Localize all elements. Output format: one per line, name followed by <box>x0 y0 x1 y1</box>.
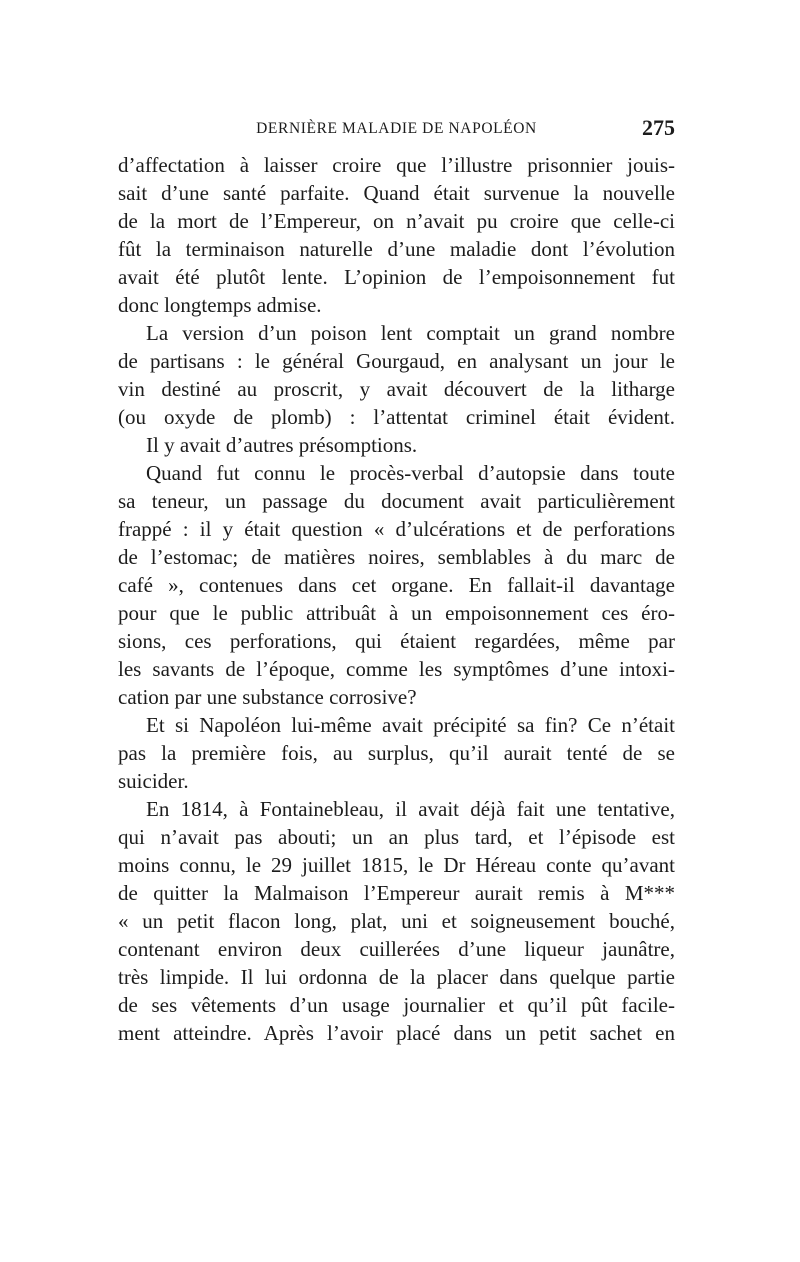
text-line: frappé : il y était question « d’ulcérations et de perforations <box>118 517 675 541</box>
text-line: sions, ces perforations, qui étaient regardées, même par <box>118 629 675 653</box>
text-line: vin destiné au proscrit, y avait découvert de la litharge <box>118 377 675 401</box>
text-line: donc longtemps admise. <box>118 293 322 317</box>
running-title: DERNIÈRE MALADIE DE NAPOLÉON <box>256 120 537 137</box>
text-line: Il y avait d’autres présomptions. <box>146 433 418 457</box>
text-line: ment atteindre. Après l’avoir placé dans un petit sachet en <box>118 1021 675 1045</box>
text-line: très limpide. Il lui ordonna de la placer dans quelque partie <box>118 965 675 989</box>
text-line: de ses vêtements d’un usage journalier et qu’il pût facile- <box>118 993 675 1017</box>
text-line: En 1814, à Fontainebleau, il avait déjà fait une tentative, <box>146 797 675 821</box>
paragraph <box>118 459 675 711</box>
text-line: Et si Napoléon lui-même avait précipité sa fin? Ce n’était <box>146 713 675 737</box>
text-line: moins connu, le 29 juillet 1815, le Dr Héreau conte qu’avant <box>118 853 675 877</box>
text-line: de quitter la Malmaison l’Empereur aurait remis à M*** <box>118 881 675 905</box>
paragraph <box>118 795 675 1047</box>
text-line: sait d’une santé parfaite. Quand était survenue la nouvelle <box>118 181 675 205</box>
text-line: contenant environ deux cuillerées d’une liqueur jaunâtre, <box>118 937 675 961</box>
text-line: La version d’un poison lent comptait un grand nombre <box>146 321 675 345</box>
text-line: de partisans : le général Gourgaud, en analysant un jour le <box>118 349 675 373</box>
text-line: fût la terminaison naturelle d’une maladie dont l’évolution <box>118 237 675 261</box>
text-line: avait été plutôt lente. L’opinion de l’empoisonnement fut <box>118 265 675 289</box>
text-line: café », contenues dans cet organe. En fallait-il davantage <box>118 573 675 597</box>
body-text <box>118 151 675 1047</box>
text-line: les savants de l’époque, comme les symptômes d’une intoxi- <box>118 657 675 681</box>
paragraph <box>118 319 675 459</box>
text-line: de la mort de l’Empereur, on n’avait pu croire que celle-ci <box>118 209 675 233</box>
text-line: qui n’avait pas abouti; un an plus tard, et l’épisode est <box>118 825 675 849</box>
text-line: suicider. <box>118 769 189 793</box>
paragraph <box>118 711 675 795</box>
page-number: 275 <box>642 115 675 140</box>
text-line: de l’estomac; de matières noires, semblables à du marc de <box>118 545 675 569</box>
text-line: « un petit flacon long, plat, uni et soigneusement bouché, <box>118 909 675 933</box>
text-line: cation par une substance corrosive? <box>118 685 417 709</box>
text-line: (ou oxyde de plomb) : l’attentat criminel était évident. <box>118 405 675 429</box>
text-line: pour que le public attribuât à un empoisonnement ces éro- <box>118 601 675 625</box>
running-head <box>118 116 675 142</box>
text-line: d’affectation à laisser croire que l’illustre prisonnier jouis- <box>118 153 675 177</box>
text-line: pas la première fois, au surplus, qu’il aurait tenté de se <box>118 741 675 765</box>
paragraph <box>118 151 675 319</box>
text-line: sa teneur, un passage du document avait particulièrement <box>118 489 675 513</box>
text-line: Quand fut connu le procès-verbal d’autopsie dans toute <box>146 461 675 485</box>
